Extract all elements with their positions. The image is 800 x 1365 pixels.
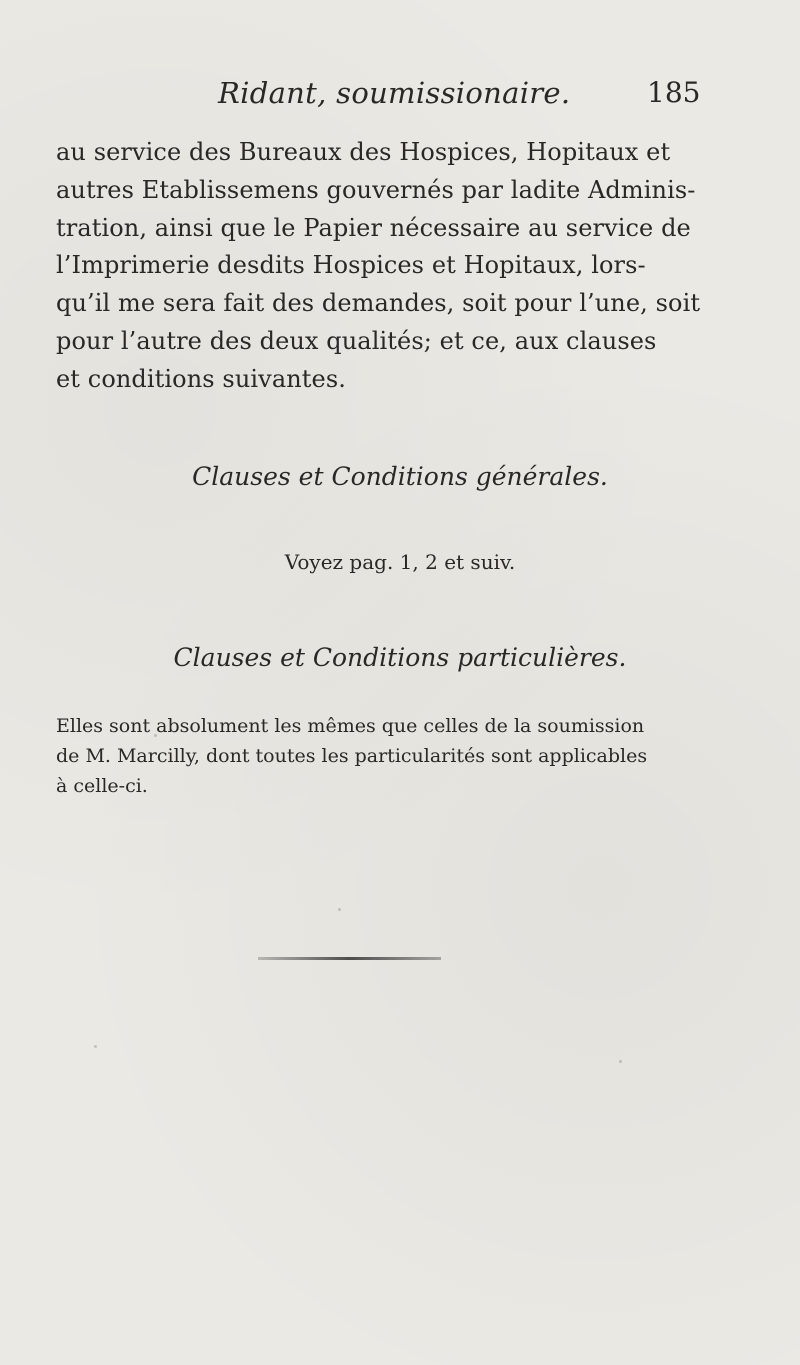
body-line-3: tration, ainsi que le Papier nécessaire au service de (56, 213, 691, 242)
body-line-2: autres Etablissemens gouvernés par ladite Adminis- (56, 175, 696, 204)
body-paragraph (56, 134, 756, 399)
running-head (0, 76, 800, 116)
general-conditions-heading: Clauses et Conditions générales. (192, 462, 608, 491)
body-line-6: pour l’autre des deux qualités; et ce, aux clauses (56, 326, 657, 355)
paper-speck (154, 734, 157, 737)
paper-speck (338, 908, 341, 911)
body-line-5: qu’il me sera fait des demandes, soit pour l’une, soit (56, 289, 701, 318)
decorative-rule (258, 957, 441, 960)
particular-conditions-text (56, 711, 776, 801)
particular-line-1: Elles sont absolument les mêmes que celles de la soumission (56, 715, 645, 737)
particular-conditions-heading: Clauses et Conditions particulières. (173, 643, 627, 672)
body-line-4: l’Imprimerie desdits Hospices et Hopitaux, lors- (56, 251, 646, 280)
running-title: Ridant, soumissionaire. (218, 76, 571, 110)
particular-line-3: à celle-ci. (56, 775, 148, 797)
body-line-7: et conditions suivantes. (56, 364, 347, 393)
paper-speck (619, 1060, 622, 1063)
page-reference: Voyez pag. 1, 2 et suiv. (284, 550, 516, 574)
body-line-1: au service des Bureaux des Hospices, Hopitaux et (56, 138, 671, 166)
paper-speck (94, 1045, 97, 1048)
particular-line-2: de M. Marcilly, dont toutes les particularités sont applicables (56, 745, 648, 767)
page-number: 185 (647, 76, 701, 109)
